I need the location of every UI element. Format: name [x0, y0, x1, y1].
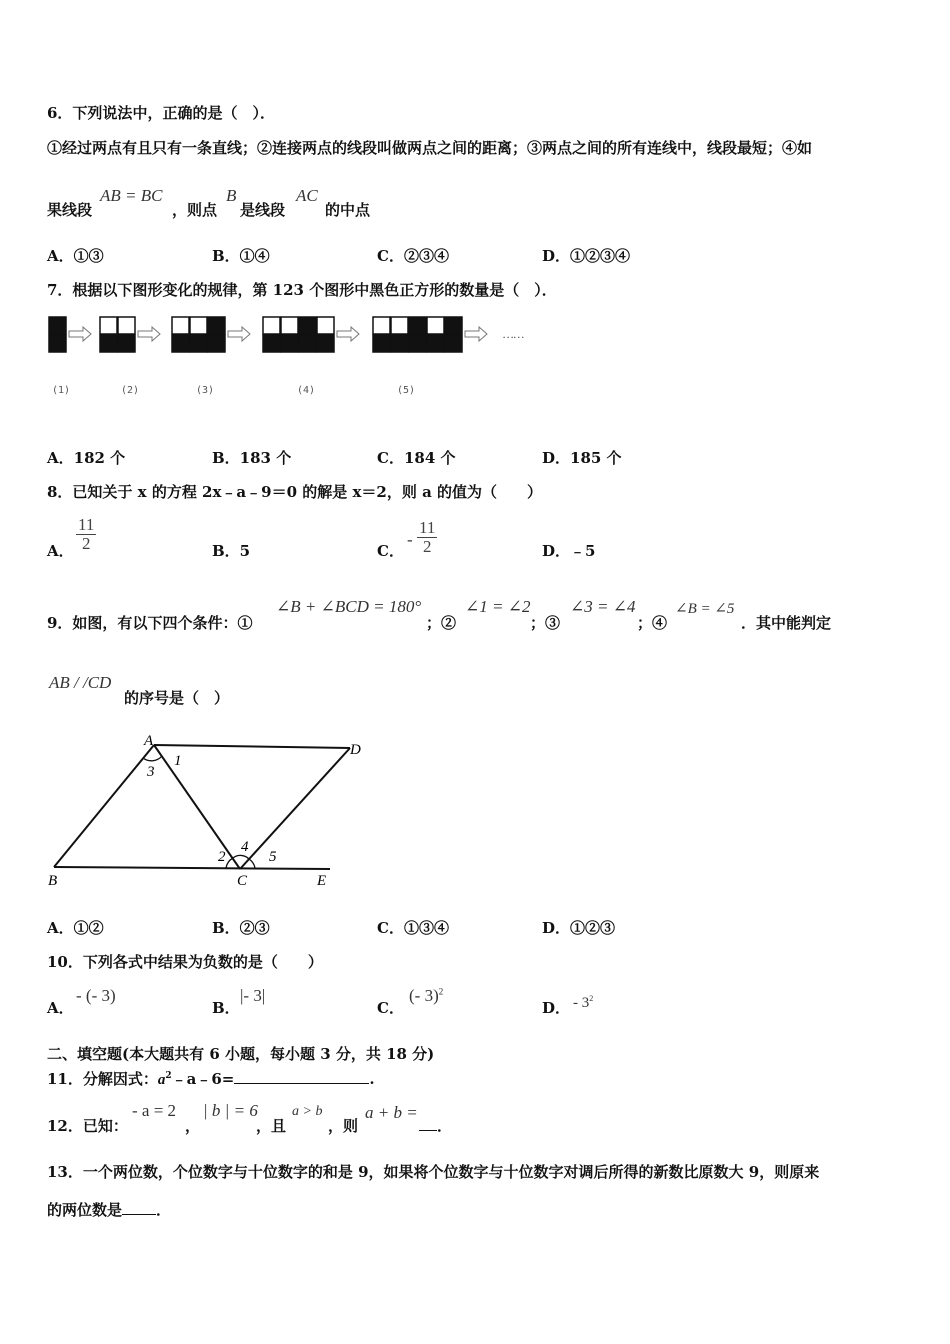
- q12-answer-blank[interactable]: [419, 1130, 437, 1131]
- q10-option-c-exponent: 2: [438, 986, 444, 997]
- q10-option-d-label: D．: [542, 999, 571, 1017]
- q7-square-top: [172, 317, 189, 334]
- q7-square-top: [445, 317, 462, 334]
- q12-sep-2: ，且: [256, 1117, 287, 1135]
- q7-option-c: C．184 个: [377, 449, 456, 467]
- q8-option-c-sign: -: [407, 530, 413, 549]
- q10-option-c-base: (- 3): [409, 986, 439, 1005]
- q7-square-bottom: [409, 335, 426, 352]
- q13-line2-text: 的两位数是: [47, 1201, 123, 1219]
- angle-arc-a: [143, 756, 162, 761]
- q10-option-c-label: C．: [377, 999, 404, 1017]
- q8-option-c-fraction: [417, 519, 437, 556]
- q7-square-top: [100, 317, 117, 334]
- q7-stem: 7．根据以下图形变化的规律，第 123 个图形中黑色正方形的数量是（ ）．: [47, 281, 557, 299]
- q7-square-top: [49, 317, 66, 334]
- q7-pattern-figure: [45, 312, 545, 357]
- point-label-c: C: [237, 873, 248, 889]
- q7-square-top: [263, 317, 280, 334]
- q11-prefix: 11．分解因式：: [47, 1070, 158, 1088]
- q7-arrow-icon: [337, 327, 359, 341]
- q13-line1: 13．一个两位数，个位数字与十位数字的和是 9，如果将个位数字与十位数字对调后所得的新数比原数大 9，则原来: [47, 1163, 820, 1181]
- q9-sep-3: ；③: [530, 614, 561, 632]
- q12-condition-2: | b | = 6: [203, 1101, 258, 1120]
- q7-option-b: B．183 个: [212, 449, 292, 467]
- q7-square-bottom: [391, 335, 408, 352]
- q7-square-top: [409, 317, 426, 334]
- q9-option-c: C．①③④: [377, 919, 449, 937]
- q6-math-ac: AC: [296, 186, 318, 205]
- q10-option-c-expr: [409, 986, 443, 1006]
- angle-label-2: 2: [218, 849, 226, 865]
- q9-geometry-figure: [40, 728, 370, 893]
- q7-square-bottom: [263, 335, 280, 352]
- q8-option-c-denominator: 2: [422, 536, 432, 556]
- q7-arrow-icon: [228, 327, 250, 341]
- q8-option-c-label: C．: [377, 542, 404, 560]
- q10-option-d-expr: [573, 994, 593, 1012]
- q8-option-a-fraction: [76, 516, 96, 553]
- q7-arrow-icon: [465, 327, 487, 341]
- q7-option-d: D．185 个: [542, 449, 622, 467]
- q11-line: [47, 1068, 375, 1089]
- q7-square-top: [190, 317, 207, 334]
- line-be: [54, 867, 330, 869]
- q12-suffix: ．: [437, 1117, 453, 1135]
- q7-square-bottom: [100, 335, 117, 352]
- q12-condition-3: a > b: [292, 1104, 323, 1119]
- q7-figure-label-2: (2): [121, 385, 140, 396]
- q13-line2: [47, 1199, 171, 1220]
- q9-stem-c: 的序号是（ ）: [124, 689, 230, 707]
- q7-figure-label-5: (5): [397, 385, 416, 396]
- q7-square-bottom: [208, 335, 225, 352]
- q6-option-c: C．②③④: [377, 247, 449, 265]
- q12-sep-3: ，则: [328, 1117, 359, 1135]
- q9-sep-4: ；④: [637, 614, 668, 632]
- q6-option-b: B．①④: [212, 247, 270, 265]
- q9-math-parallel: AB / /CD: [49, 673, 112, 692]
- q7-square-bottom: [172, 335, 189, 352]
- angle-label-1: 1: [174, 753, 182, 769]
- q7-arrow-icon: [69, 327, 91, 341]
- q7-figure-label-3: (3): [196, 385, 215, 396]
- q9-stem-b: ．其中能判定: [741, 614, 832, 632]
- q10-option-a-expr: - (- 3): [76, 986, 116, 1005]
- q7-square-top: [281, 317, 298, 334]
- section-2-title: 二、填空题(本大题共有 6 小题，每小题 3 分，共 18 分): [47, 1045, 435, 1063]
- q7-square-top: [118, 317, 135, 334]
- q7-figure-label-1: (1): [52, 385, 71, 396]
- q10-option-d-exponent: 2: [589, 994, 594, 1003]
- q8-option-a-label: A．: [47, 542, 74, 560]
- angle-arc-4: [233, 855, 249, 859]
- q12-prefix: 12．已知：: [47, 1117, 128, 1135]
- q9-option-d: D．①②③: [542, 919, 616, 937]
- q9-condition-4: ∠B = ∠5: [675, 601, 735, 617]
- q9-sep-2: ；②: [426, 614, 457, 632]
- q6-math-ab-bc: AB = BC: [100, 186, 163, 205]
- q7-square-top: [373, 317, 390, 334]
- q6-stem: 6．下列说法中，正确的是（ ）．: [47, 104, 275, 122]
- q12-m1: - a = 2: [132, 1101, 177, 1120]
- q7-square-bottom: [118, 335, 135, 352]
- q11-answer-blank[interactable]: [234, 1083, 369, 1084]
- q11-expr-rest: ﹣a﹣6=: [171, 1070, 235, 1088]
- angle-label-4: 4: [241, 839, 249, 855]
- q7-square-bottom: [373, 335, 390, 352]
- line-ad: [154, 745, 350, 748]
- q9-option-a: A．①②: [47, 919, 104, 937]
- q10-option-d-base: - 3: [573, 995, 590, 1011]
- q7-square-top: [299, 317, 316, 334]
- line-ab: [54, 745, 154, 867]
- q7-square-top: [427, 317, 444, 334]
- q6-statements-line2-d: 的中点: [325, 201, 371, 219]
- q6-statements-line2-c: 是线段: [240, 201, 286, 219]
- q8-stem: 8．已知关于 x 的方程 2x﹣a﹣9＝0 的解是 x＝2，则 a 的值为（ ）: [47, 483, 543, 501]
- q7-square-top: [391, 317, 408, 334]
- q6-statements-line1: ①经过两点有且只有一条直线；②连接两点的线段叫做两点之间的距离；③两点之间的所有连线中，线段最短；④如: [47, 139, 813, 157]
- q8-option-d: D．﹣5: [542, 542, 596, 560]
- q7-arrow-icon: [138, 327, 160, 341]
- q12-condition-4: a + b =: [365, 1103, 418, 1122]
- q13-suffix: ．: [156, 1201, 172, 1219]
- q7-square-top: [208, 317, 225, 334]
- q7-square-top: [317, 317, 334, 334]
- q6-option-a: A．①③: [47, 247, 104, 265]
- point-label-a: A: [144, 733, 154, 749]
- point-label-d: D: [350, 742, 361, 758]
- point-label-b: B: [48, 873, 58, 889]
- q10-option-a-label: A．: [47, 999, 74, 1017]
- q11-expr-exponent: 2: [165, 1071, 172, 1081]
- q7-square-bottom: [445, 335, 462, 352]
- q7-square-bottom: [299, 335, 316, 352]
- q9-condition-3: ∠3 = ∠4: [570, 597, 636, 616]
- q7-figure-label-4: (4): [297, 385, 316, 396]
- q6-math-b: B: [226, 186, 237, 205]
- q9-condition-2: ∠1 = ∠2: [465, 597, 531, 616]
- q8-option-a-numerator: 11: [78, 515, 95, 534]
- q12-answer-line: [419, 1115, 452, 1136]
- q11-expr-a: a: [157, 1072, 166, 1088]
- q8-option-c-numerator: 11: [419, 518, 436, 537]
- q7-square-bottom: [427, 335, 444, 352]
- q10-option-b-expr: |- 3|: [240, 986, 266, 1005]
- q7-ellipsis: ……: [503, 327, 525, 341]
- q8-option-b: B．5: [212, 542, 251, 560]
- q13-answer-blank[interactable]: [122, 1214, 156, 1215]
- q11-suffix: .: [369, 1070, 375, 1088]
- q7-square-bottom: [281, 335, 298, 352]
- point-label-e: E: [317, 873, 327, 889]
- angle-label-3: 3: [147, 764, 155, 780]
- q10-stem: 10．下列各式中结果为负数的是（ ）: [47, 953, 323, 971]
- q7-square-bottom: [190, 335, 207, 352]
- q7-square-bottom: [317, 335, 334, 352]
- q9-condition-1: ∠B + ∠BCD = 180°: [276, 597, 422, 616]
- q6-statements-line2-b: ，则点: [172, 201, 218, 219]
- q10-option-b-label: B．: [212, 999, 240, 1017]
- q8-option-a-denominator: 2: [81, 533, 91, 553]
- angle-label-5: 5: [269, 849, 277, 865]
- q6-statements-line2-a: 果线段: [47, 201, 93, 219]
- q9-stem-a: 9．如图，有以下四个条件：①: [47, 614, 253, 632]
- q12-condition-1: [132, 1101, 176, 1121]
- q7-square-bottom: [49, 335, 66, 352]
- line-ac: [154, 745, 240, 869]
- q6-option-d: D．①②③④: [542, 247, 631, 265]
- q9-option-b: B．②③: [212, 919, 270, 937]
- line-dc: [240, 748, 350, 869]
- angle-arc-2: [226, 858, 233, 868]
- q7-option-a: A．182 个: [47, 449, 126, 467]
- q12-sep-1: ，: [185, 1117, 201, 1135]
- angle-arc-5: [249, 859, 255, 868]
